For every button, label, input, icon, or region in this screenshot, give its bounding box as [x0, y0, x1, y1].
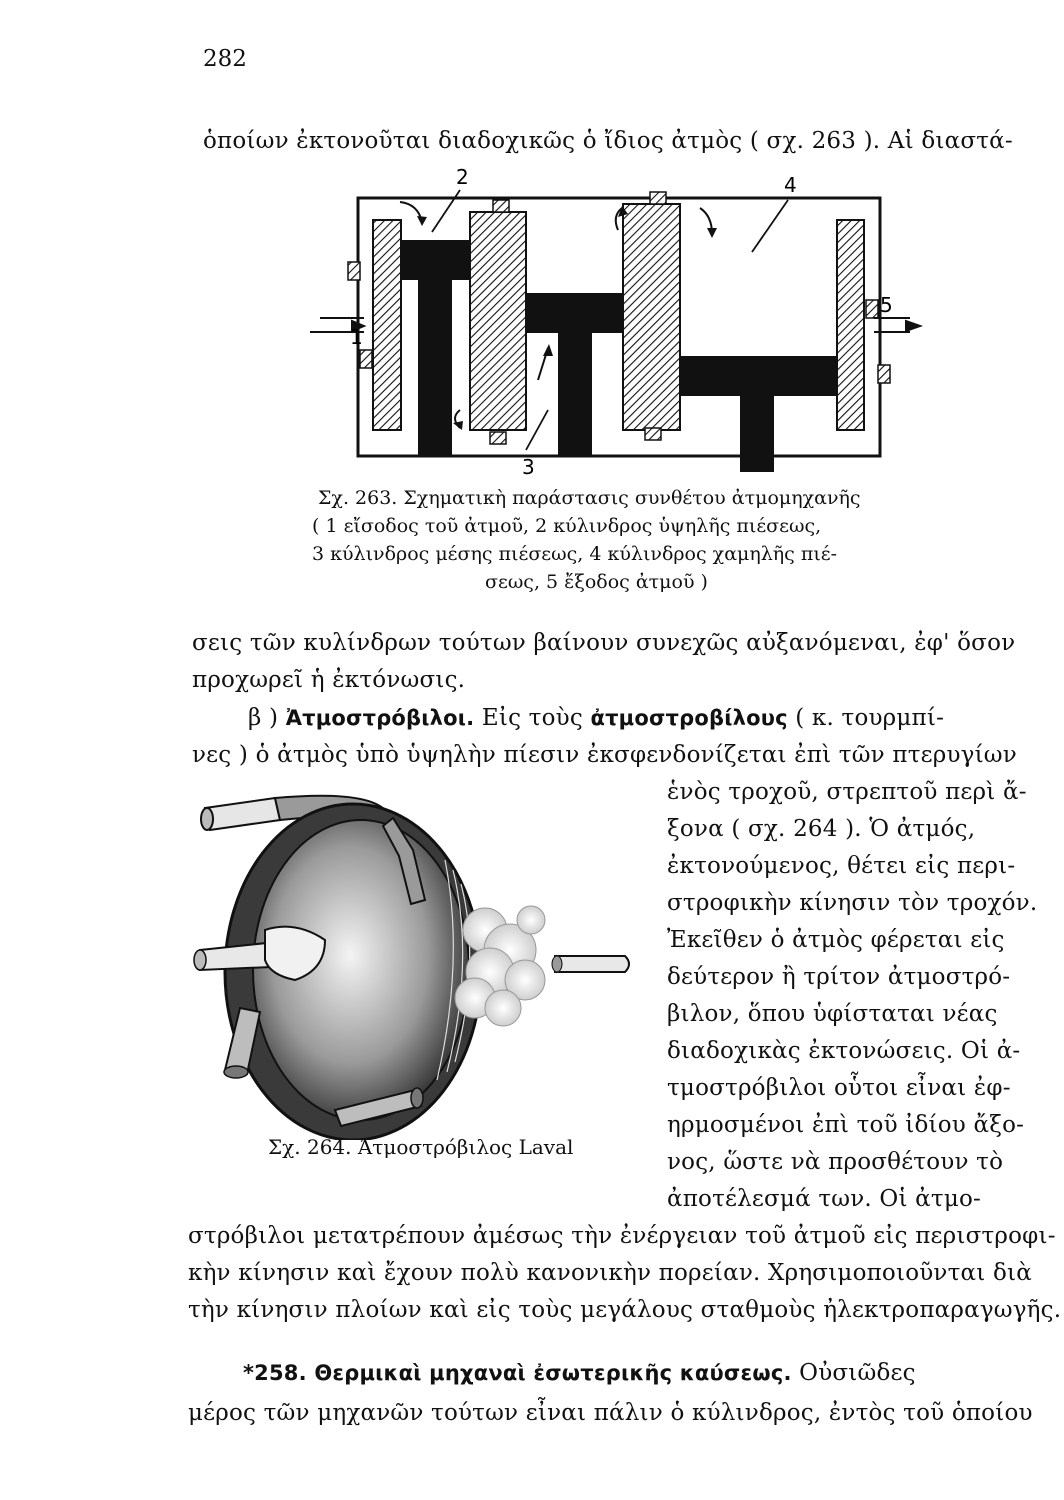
- caption-263-line-2: ( 1 εἴσοδος τοῦ ἀτμοῦ, 2 κύλινδρος ὑψηλῆς πιέσεως,: [312, 515, 822, 537]
- caption-263-line-1: Σχ. 263. Σχηματικὴ παράστασις συνθέτου ἀτμομηχανῆς: [318, 487, 861, 509]
- label-2: 2: [456, 165, 469, 189]
- right-column-line-1: ἑνὸς τροχοῦ, στρεπτοῦ περὶ ἄ-: [667, 779, 1027, 805]
- cylinder-wall-2: [470, 212, 526, 430]
- piston-medium-pressure: [526, 293, 623, 333]
- paragraph-1-line-1: σεις τῶν κυλίνδρων τούτων βαίνουν συνεχῶς αὐξανόμεναι, ἐφ' ὅσον: [192, 630, 1016, 656]
- cylinder-wall-left: [373, 220, 401, 430]
- section-beta-bold-term: ἀτμοστροβίλους: [590, 706, 788, 730]
- piston-low-pressure: [680, 356, 836, 396]
- right-column-line-3: ἐκτονούμενος, θέτει εἰς περι-: [667, 853, 1016, 879]
- section-258-heading: Θερμικαὶ μηχαναὶ ἐσωτερικῆς καύσεως.: [314, 1361, 792, 1385]
- cylinder-wall-right: [837, 220, 864, 430]
- paragraph-1-line-2: προχωρεῖ ἡ ἐκτόνωσις.: [192, 667, 466, 693]
- compound-engine-diagram: [300, 160, 940, 480]
- caption-264: Σχ. 264. Ἀτμοστρόβιλος Laval: [268, 1135, 574, 1159]
- section-258-heading-line: [243, 1360, 916, 1386]
- section-beta-line-2: νες ) ὁ ἀτμὸς ὑπὸ ὑψηλὴν πίεσιν ἐκσφενδονίζεται ἐπὶ τῶν πτερυγίων: [192, 742, 1017, 768]
- piston-high-pressure: [401, 240, 470, 280]
- section-beta-heading: Ἀτμοστρόβιλοι.: [285, 706, 475, 730]
- figure-263: [300, 160, 940, 480]
- right-column-line-10: ηρμοσμένοι ἐπὶ τοῦ ἰδίου ἄξο-: [667, 1112, 1025, 1138]
- label-4: 4: [784, 173, 797, 197]
- right-column-line-8: διαδοχικὰς ἐκτονώσεις. Οἱ ἀ-: [667, 1038, 1021, 1064]
- laval-turbine-illustration: [185, 780, 640, 1140]
- right-column-line-9: τμοστρόβιλοι οὗτοι εἶναι ἐφ-: [667, 1075, 1011, 1101]
- right-column-line-12: ἀποτέλεσμά των. Οἱ ἀτμο-: [667, 1186, 982, 1212]
- label-3: 3: [522, 455, 535, 479]
- right-column-line-11: νος, ὥστε νὰ προσθέτουν τὸ: [667, 1149, 1004, 1175]
- text-line-top: ὁποίων ἐκτονοῦται διαδοχικῶς ὁ ἴδιος ἀτμὸς ( σχ. 263 ). Αἱ διαστά-: [203, 128, 1013, 154]
- section-beta-marker: β ): [248, 705, 279, 731]
- figure-264: [185, 780, 640, 1140]
- right-column-line-5: Ἐκεῖθεν ὁ ἀτμὸς φέρεται εἰς: [667, 927, 1005, 953]
- full-line-3: τὴν κίνησιν πλοίων καὶ εἰς τοὺς μεγάλους σταθμοὺς ἠλεκτροπαραγωγῆς.: [188, 1297, 1062, 1323]
- section-beta-text-b: ( κ. τουρμπί-: [795, 705, 945, 731]
- label-5: 5: [880, 293, 893, 317]
- label-1: 1: [350, 325, 363, 349]
- right-column-line-4: στροφικὴν κίνησιν τὸν τροχόν.: [667, 890, 1038, 916]
- cylinder-wall-3: [623, 204, 680, 430]
- section-beta-heading-line: [248, 705, 944, 731]
- full-line-1: στρόβιλοι μετατρέπουν ἀμέσως τὴν ἐνέργειαν τοῦ ἀτμοῦ εἰς περιστροφι-: [188, 1223, 1056, 1249]
- right-column-line-7: βιλον, ὅπου ὑφίσταται νέας: [667, 1001, 998, 1027]
- right-column-line-6: δεύτερον ἢ τρίτον ἀτμοστρό-: [667, 964, 1011, 990]
- full-line-2: κὴν κίνησιν καὶ ἔχουν πολὺ κανονικὴν πορείαν. Χρησιμοποιοῦνται διὰ: [188, 1260, 1032, 1286]
- section-258-line-2: μέρος τῶν μηχανῶν τούτων εἶναι πάλιν ὁ κύλινδρος, ἐντὸς τοῦ ὁποίου: [188, 1400, 1033, 1426]
- section-258-text-a: Οὐσιῶδες: [799, 1360, 916, 1386]
- section-beta-text-a: Εἰς τοὺς: [481, 705, 583, 731]
- caption-263-line-3: 3 κύλινδρος μέσης πιέσεως, 4 κύλινδρος χαμηλῆς πιέ-: [312, 543, 838, 565]
- page-number: 282: [203, 46, 247, 72]
- right-column-line-2: ξονα ( σχ. 264 ). Ὁ ἀτμός,: [667, 816, 976, 842]
- caption-263-line-4: σεως, 5 ἔξοδος ἀτμοῦ ): [485, 571, 708, 593]
- section-258-number: *258.: [243, 1361, 307, 1385]
